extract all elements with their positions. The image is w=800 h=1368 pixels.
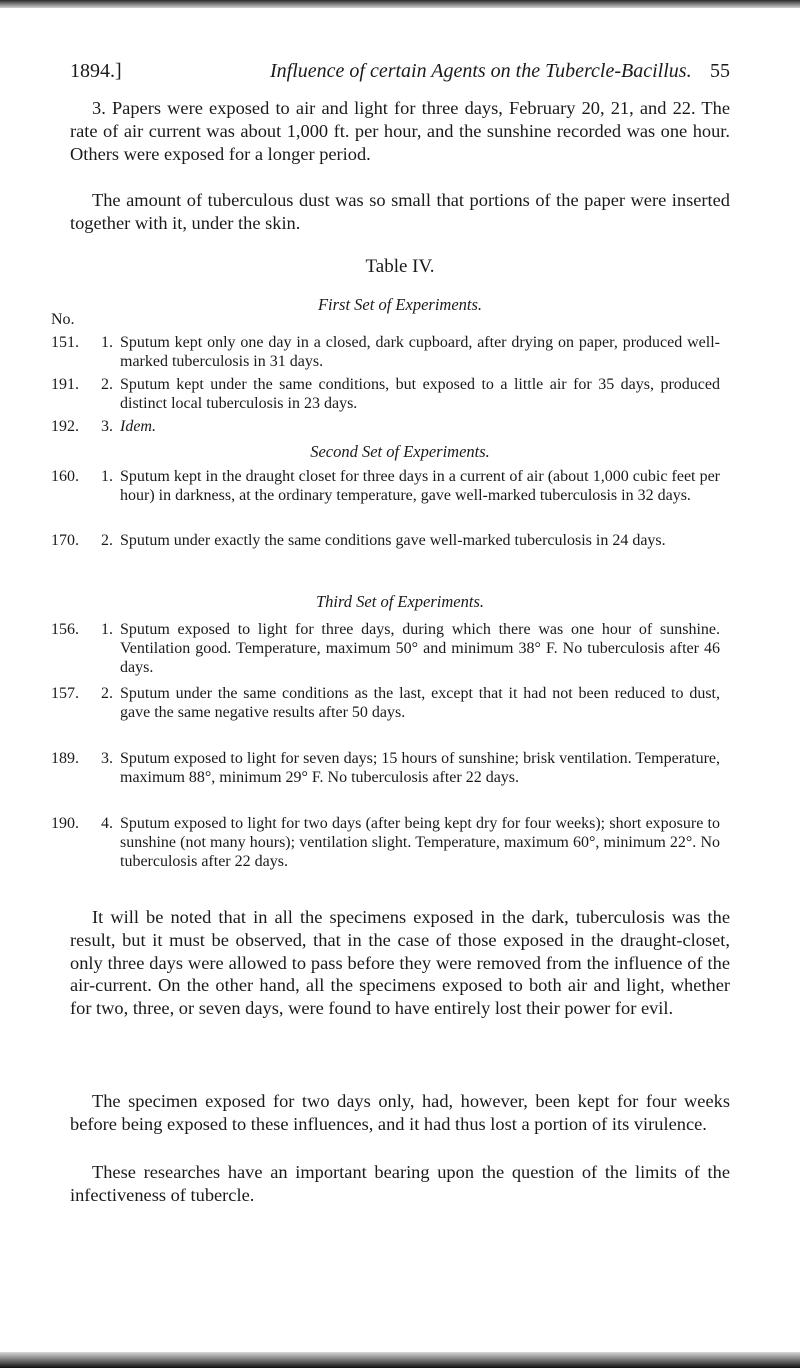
page-bottom-edge <box>0 1352 800 1368</box>
row-text: Sputum kept only one day in a closed, dark cupboard, after drying on paper, produced well-marked tuberculosis in 31 days. <box>120 334 720 370</box>
row-text: Sputum under the same conditions as the last, except that it had not been reduced to dust, gave the same negative results after 50 days. <box>120 685 720 721</box>
row-index: 3. <box>101 750 113 767</box>
header-year: 1894.] <box>70 60 122 82</box>
set-title-third: Third Set of Experiments. <box>315 592 485 611</box>
row-number: 156. <box>51 621 79 638</box>
row-text: Sputum under exactly the same conditions gave well-marked tuberculosis in 24 days. <box>120 532 666 549</box>
row-index: 1. <box>101 468 113 485</box>
row-index: 1. <box>101 621 113 638</box>
no-column-header: No. <box>51 311 75 328</box>
row-index: 1. <box>101 334 113 351</box>
running-header <box>70 60 730 86</box>
row-number: 190. <box>51 815 79 832</box>
intro-paragraph-1: 3. Papers were exposed to air and light for three days, February 20, 21, and 22. The rate of air current was about 1,000 ft. per hour, and the sunshine recorded was one hour. Others were exposed for a longer period. <box>70 98 730 164</box>
row-number: 191. <box>51 376 79 393</box>
row-text: Sputum exposed to light for seven days; 15 hours of sunshine; brisk ventilation. Temperature, maximum 88°, minimum 29° F. No tuberculosis after 22 days. <box>120 750 720 786</box>
page-top-edge <box>0 0 800 8</box>
row-text: Sputum exposed to light for three days, during which there was one hour of sunshine. Ventilation good. Temperature, maximum 50° and minimum 38° F. No tuberculosis after 46 days. <box>120 621 720 676</box>
row-number: 170. <box>51 532 79 549</box>
closing-paragraph-2: The specimen exposed for two days only, had, however, been kept for four weeks before being exposed to these influences, and it had thus lost a portion of its virulence. <box>70 1091 730 1134</box>
closing-paragraph-3: These researches have an important bearing upon the question of the limits of the infectiveness of tubercle. <box>70 1162 730 1205</box>
intro-paragraph-2: The amount of tuberculous dust was so small that portions of the paper were inserted together with it, under the skin. <box>70 190 730 233</box>
row-text: Sputum kept in the draught closet for three days in a current of air (about 1,000 cubic feet per hour) in darkness, at the ordinary temperature, gave well-marked tuberculosis in 32 days. <box>120 468 720 504</box>
set-title-second: Second Set of Experiments. <box>310 442 490 461</box>
row-index: 4. <box>101 815 113 832</box>
running-title: Influence of certain Agents on the Tubercle-Bacillus. <box>270 60 692 82</box>
row-number: 189. <box>51 750 79 767</box>
set-title-first: First Set of Experiments. <box>317 295 483 314</box>
row-index: 2. <box>101 532 113 549</box>
page-number: 55 <box>710 60 730 82</box>
row-number: 192. <box>51 418 79 435</box>
row-number: 157. <box>51 685 79 702</box>
row-index: 2. <box>101 376 113 393</box>
row-text: Idem. <box>120 418 156 435</box>
row-index: 3. <box>101 418 113 435</box>
row-text: Sputum exposed to light for two days (after being kept dry for four weeks); short exposure to sunshine (not many hours); ventilation slight. Temperature, maximum 60°, minimum 22°. No tuberculosis after 22 days. <box>120 815 720 870</box>
table-title: Table IV. <box>365 256 435 277</box>
closing-paragraph-1: It will be noted that in all the specimens exposed in the dark, tuberculosis was the result, but it must be observed, that in the case of those exposed in the draught-closet, only three days were allowed to pass before they were removed from the influence of the air-current. On the other hand, all the specimens exposed to both air and light, whether for two, three, or seven days, were found to have entirely lost their power for evil. <box>70 907 730 1019</box>
row-text: Sputum kept under the same conditions, but exposed to a little air for 35 days, produced distinct local tuberculosis in 23 days. <box>120 376 720 412</box>
row-number: 160. <box>51 468 79 485</box>
row-index: 2. <box>101 685 113 702</box>
row-number: 151. <box>51 334 79 351</box>
